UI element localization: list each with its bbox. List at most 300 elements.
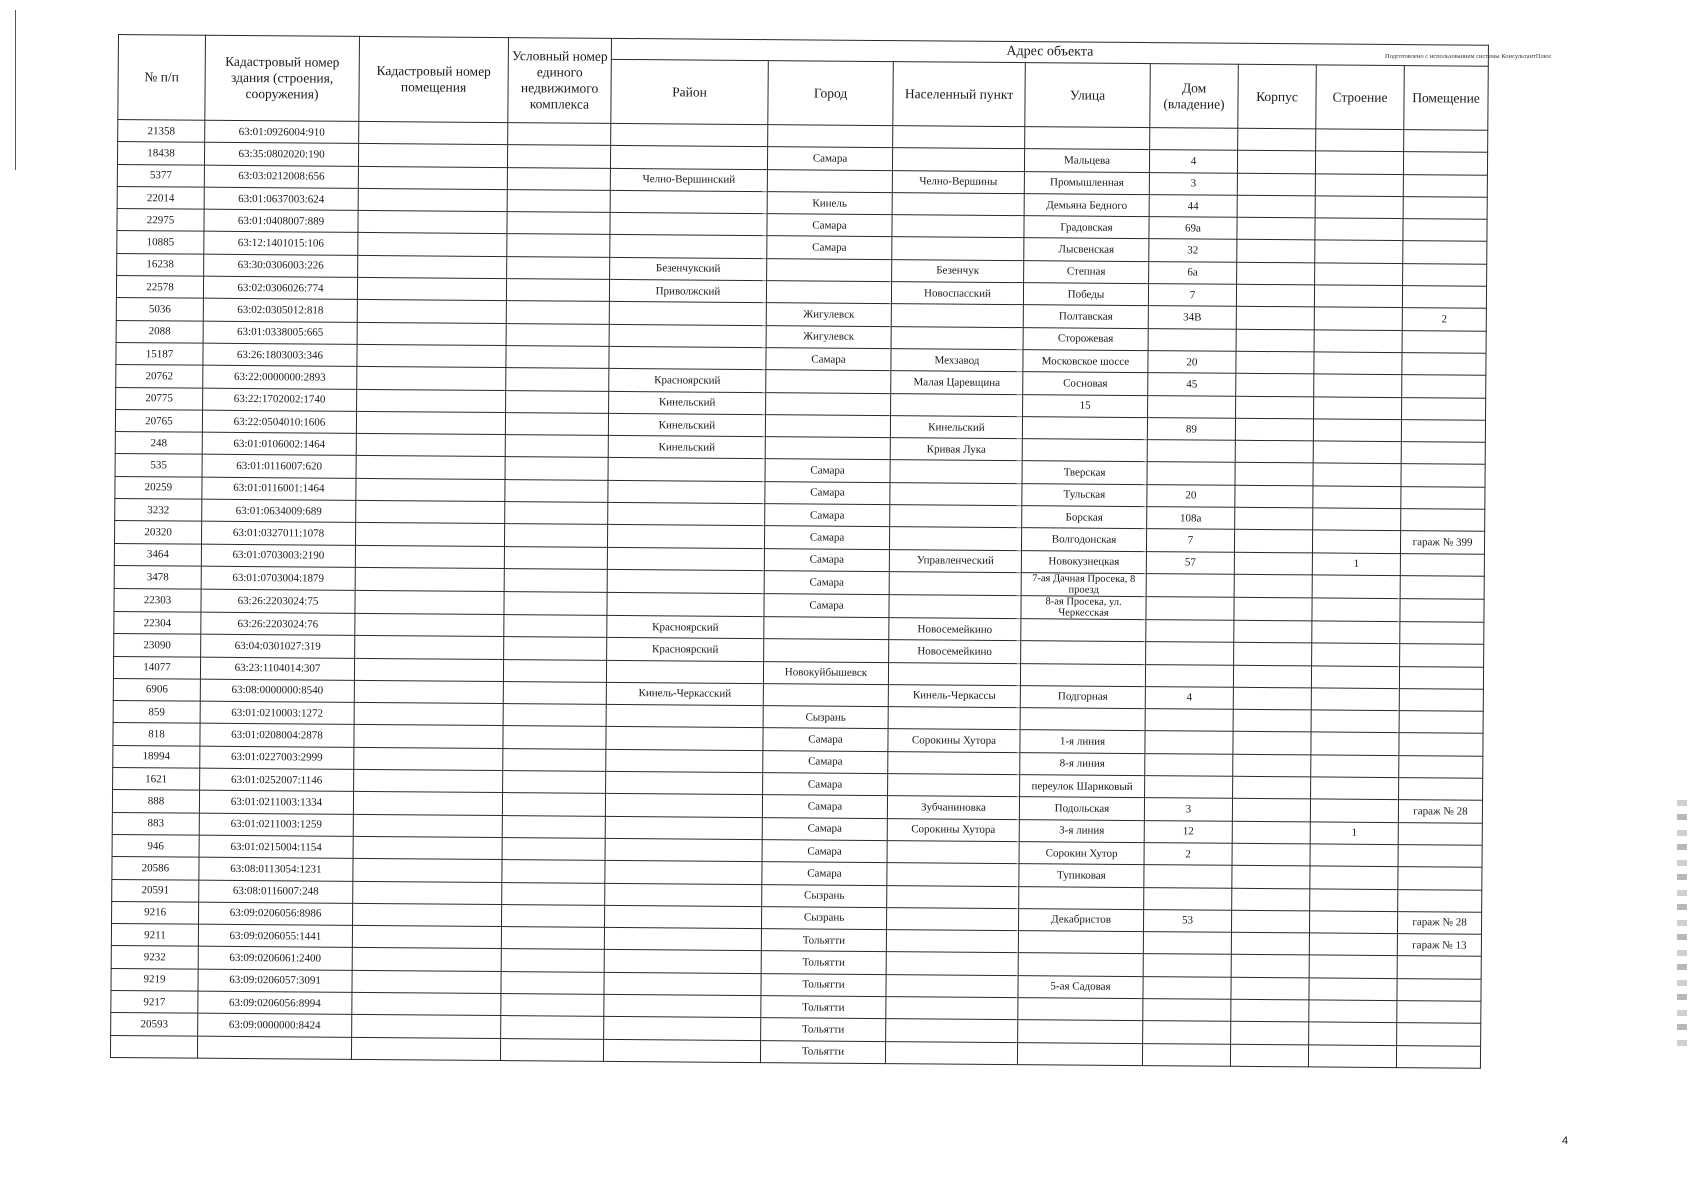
cell-district [609, 302, 766, 326]
header-complex-number: Условный номер единого недвижимого комплекса [508, 38, 612, 124]
cell-building-cadastral: 63:09:0000000:8424 [198, 1013, 352, 1037]
cell-city [766, 370, 891, 393]
cell-room-cadastral [352, 970, 501, 993]
cell-city: Самара [764, 548, 889, 571]
cell-settlement [892, 215, 1024, 238]
cell-settlement [892, 148, 1024, 171]
cell-room-cadastral [357, 344, 506, 367]
cell-settlement: Управленческий [889, 549, 1021, 572]
cell-district [604, 1017, 761, 1041]
cell-complex-number [504, 591, 607, 615]
cell-district [605, 816, 762, 840]
cell-house [1146, 574, 1234, 598]
cell-city: Сызрань [761, 906, 886, 929]
cell-district: Красноярский [607, 638, 764, 662]
cell-premises: гараж № 13 [1397, 934, 1481, 957]
cell-house: 20 [1147, 484, 1235, 507]
cell-city [764, 617, 889, 640]
cell-complex-number [504, 568, 607, 592]
cell-house [1148, 328, 1236, 351]
cell-building-part [1311, 732, 1399, 755]
cell-city: Самара [766, 348, 891, 371]
cell-settlement [891, 304, 1023, 327]
cell-complex-number [505, 412, 608, 435]
cell-korpus [1231, 932, 1309, 955]
cell-building-part [1309, 955, 1397, 978]
cell-korpus [1236, 307, 1314, 330]
cell-num: 20765 [115, 409, 202, 432]
cell-house: 7 [1146, 529, 1234, 552]
cell-complex-number [503, 748, 606, 771]
cell-district: Приволжский [609, 279, 766, 303]
cell-premises [1400, 644, 1484, 667]
cell-house [1146, 642, 1234, 665]
cell-num: 16238 [117, 253, 204, 276]
cell-complex-number [501, 971, 604, 994]
cell-street [1018, 1020, 1143, 1043]
cell-settlement [891, 326, 1023, 349]
cell-korpus [1235, 507, 1313, 530]
cell-num: 9216 [112, 901, 199, 924]
register-sheet [110, 34, 1489, 1069]
cell-complex-number [506, 323, 609, 346]
cell-num: 883 [112, 812, 199, 835]
cell-num: 946 [112, 834, 199, 857]
cell-premises [1402, 397, 1486, 420]
cell-district: Кинельский [608, 436, 765, 460]
cell-district: Красноярский [607, 615, 764, 639]
cell-premises [1402, 375, 1486, 398]
cell-building-cadastral: 63:08:0000000:8540 [200, 679, 354, 703]
cell-building-cadastral: 63:35:0802020:190 [204, 142, 358, 166]
cell-street: 7-ая Дачная Просека, 8 проезд [1021, 573, 1146, 597]
cell-house [1143, 976, 1231, 999]
cell-house: 45 [1148, 373, 1236, 396]
cell-city: Самара [767, 236, 892, 259]
cell-district: Безенчукский [610, 257, 767, 281]
cell-building-cadastral: 63:01:0208004:2878 [200, 724, 354, 748]
cell-building-part [1316, 129, 1404, 152]
cell-building-part: 1 [1310, 821, 1398, 844]
cell-building-cadastral: 63:01:0116001:1464 [202, 477, 356, 501]
cell-korpus [1233, 709, 1311, 732]
cell-num: 2088 [116, 320, 203, 343]
cell-complex-number [506, 301, 609, 324]
cell-complex-number [503, 726, 606, 749]
cell-settlement [887, 840, 1019, 863]
cell-room-cadastral [355, 590, 504, 614]
cell-district [608, 480, 765, 504]
cell-district [605, 794, 762, 818]
cell-building-cadastral: 63:01:0210003:1272 [200, 701, 354, 725]
cell-house [1147, 462, 1235, 485]
cell-house [1150, 128, 1238, 151]
header-district: Район [611, 59, 768, 124]
cell-num: 818 [113, 723, 200, 746]
cell-district [605, 883, 762, 907]
cell-premises [1403, 196, 1487, 219]
cell-complex-number [507, 212, 610, 235]
cell-num: 3478 [114, 565, 201, 589]
cell-district: Кинельский [609, 391, 766, 415]
cell-settlement [890, 460, 1022, 483]
cell-complex-number [508, 123, 611, 146]
cell-building-part [1308, 1044, 1396, 1067]
cell-building-part [1311, 777, 1399, 800]
cell-house: 57 [1146, 551, 1234, 574]
cell-city: Самара [764, 526, 889, 549]
cell-street: Декабристов [1018, 908, 1143, 931]
header-room-cadastral: Кадастровый номер помещения [359, 36, 509, 122]
cell-house [1148, 395, 1236, 418]
cell-premises [1402, 330, 1486, 353]
cell-city [766, 281, 891, 304]
cell-house: 89 [1147, 417, 1235, 440]
cell-korpus [1238, 128, 1316, 151]
cell-street: Новокузнецкая [1021, 550, 1146, 573]
cell-settlement: Новосемейкино [889, 618, 1021, 641]
cell-city: Новокуйбышевск [763, 661, 888, 684]
cell-street: Тульская [1022, 483, 1147, 506]
cell-settlement [888, 707, 1020, 730]
cell-district [604, 905, 761, 929]
cell-premises [1403, 152, 1487, 175]
cell-street [1019, 886, 1144, 909]
cell-house [1145, 753, 1233, 776]
cell-room-cadastral [359, 121, 508, 144]
cell-complex-number [502, 815, 605, 838]
cell-premises [1401, 464, 1485, 487]
cell-district [606, 771, 763, 795]
cell-korpus [1233, 776, 1311, 799]
cell-district: Красноярский [609, 369, 766, 393]
cell-building-part [1315, 151, 1403, 174]
cell-num: 9217 [111, 990, 198, 1013]
cell-settlement [888, 774, 1020, 797]
cell-korpus [1235, 485, 1313, 508]
cell-num: 20586 [112, 857, 199, 880]
cell-building-part [1311, 688, 1399, 711]
cell-premises [1403, 263, 1487, 286]
cell-city: Тольятти [761, 951, 886, 974]
cell-premises [1397, 978, 1481, 1001]
cell-street: Тверская [1022, 461, 1147, 484]
cell-settlement: Кривая Лука [890, 438, 1022, 461]
cell-city [765, 437, 890, 460]
cell-building-part [1309, 933, 1397, 956]
cell-building-cadastral: 63:09:0206057:3091 [198, 969, 352, 993]
cell-house [1143, 932, 1231, 955]
consultant-plus-note: Подготовлено с использованием системы КонсультантПлюс [1385, 53, 1552, 60]
cell-building-cadastral: 63:22:1702002:1740 [203, 388, 357, 412]
cell-korpus [1232, 888, 1310, 911]
cell-building-part [1312, 530, 1400, 553]
header-premises: Помещение [1404, 66, 1489, 131]
cell-complex-number [507, 256, 610, 279]
cell-korpus [1233, 754, 1311, 777]
header-street: Улица [1025, 63, 1150, 128]
cell-street [1018, 998, 1143, 1021]
cell-korpus [1234, 530, 1312, 553]
cell-num: 23090 [114, 634, 201, 657]
cell-settlement [891, 393, 1023, 416]
cadastral-table [110, 34, 1489, 1069]
cell-house [1145, 731, 1233, 754]
cell-house: 4 [1149, 150, 1237, 173]
cell-premises [1396, 1045, 1480, 1068]
cell-city: Самара [763, 750, 888, 773]
cell-room-cadastral [355, 636, 504, 659]
cell-city: Самара [763, 728, 888, 751]
cell-building-cadastral: 63:01:0211003:1334 [199, 790, 353, 814]
cell-num: 1621 [113, 767, 200, 790]
cell-street [1017, 1042, 1142, 1065]
cell-city: Тольятти [761, 996, 886, 1019]
cell-house [1143, 954, 1231, 977]
cell-building-part [1309, 1022, 1397, 1045]
cell-korpus [1236, 284, 1314, 307]
cell-street [1020, 708, 1145, 731]
cell-house: 20 [1148, 351, 1236, 374]
cell-korpus [1235, 418, 1313, 441]
cell-room-cadastral [358, 188, 507, 211]
cell-district [610, 213, 767, 237]
cell-house [1142, 1043, 1230, 1066]
cell-settlement [893, 126, 1025, 149]
cell-korpus [1234, 574, 1312, 598]
cell-room-cadastral [358, 144, 507, 167]
cell-room-cadastral [355, 545, 504, 568]
cell-house: 4 [1145, 686, 1233, 709]
cell-room-cadastral [353, 792, 502, 815]
cell-building-cadastral: 63:01:0227003:2999 [200, 746, 354, 770]
cell-building-part: 1 [1312, 553, 1400, 576]
cell-street: Волгодонская [1021, 528, 1146, 551]
cell-num: 5377 [117, 164, 204, 187]
cell-street: Сорокин Хутор [1019, 842, 1144, 865]
cell-city [765, 414, 890, 437]
cell-street [1021, 619, 1146, 642]
cell-premises [1401, 442, 1485, 465]
cell-premises [1397, 956, 1481, 979]
cell-num: 888 [112, 790, 199, 813]
cell-room-cadastral [354, 703, 503, 726]
cell-building-cadastral: 63:03:0212008:656 [204, 165, 358, 189]
cell-complex-number [503, 681, 606, 704]
cell-korpus [1231, 910, 1309, 933]
cell-district: Кинельский [608, 413, 765, 437]
cell-room-cadastral [351, 1037, 500, 1060]
cell-street: Тупиковая [1019, 864, 1144, 887]
cell-num: 20591 [112, 879, 199, 902]
cell-house: 3 [1144, 798, 1232, 821]
cell-street: Полтавская [1023, 305, 1148, 328]
cell-city: Самара [762, 795, 887, 818]
cell-city: Самара [762, 817, 887, 840]
cell-korpus [1237, 195, 1315, 218]
cell-house [1143, 1021, 1231, 1044]
cell-premises [1401, 509, 1485, 532]
cell-premises [1403, 174, 1487, 197]
cell-district [605, 838, 762, 862]
cell-settlement [889, 572, 1021, 596]
cell-korpus [1230, 1044, 1308, 1067]
cell-building-cadastral: 63:01:0408007:889 [204, 209, 358, 233]
cell-city: Тольятти [761, 1018, 886, 1041]
cell-room-cadastral [354, 769, 503, 792]
cell-complex-number [505, 502, 608, 525]
cell-room-cadastral [358, 166, 507, 189]
cell-premises [1398, 867, 1482, 890]
cell-settlement: Кинельский [890, 415, 1022, 438]
cell-premises: гараж № 399 [1400, 531, 1484, 554]
cell-building-part [1310, 799, 1398, 822]
cell-num: 859 [113, 701, 200, 724]
cell-room-cadastral [357, 389, 506, 412]
cell-complex-number [502, 837, 605, 860]
cell-street: Сосновая [1023, 372, 1148, 395]
cell-korpus [1234, 597, 1312, 621]
cell-building-cadastral: 63:09:0206056:8994 [198, 991, 352, 1015]
cell-korpus [1233, 732, 1311, 755]
cell-complex-number [506, 390, 609, 413]
cell-house [1145, 664, 1233, 687]
cell-building-cadastral: 63:01:0703003:2190 [201, 544, 355, 568]
cell-room-cadastral [356, 434, 505, 457]
cell-settlement [885, 1041, 1017, 1064]
cell-premises [1402, 286, 1486, 309]
cell-complex-number [506, 346, 609, 369]
cell-street: Подгорная [1020, 685, 1145, 708]
cell-room-cadastral [355, 567, 504, 591]
cell-num: 3464 [114, 543, 201, 566]
cell-building-cadastral: 63:01:0703004:1879 [201, 566, 355, 590]
cell-street [1022, 416, 1147, 439]
cell-house [1145, 776, 1233, 799]
cell-settlement: Кинель-Черкассы [888, 684, 1020, 707]
cell-premises [1399, 711, 1483, 734]
cell-street: Подольская [1019, 797, 1144, 820]
cell-korpus [1231, 1022, 1309, 1045]
cell-district [606, 727, 763, 751]
cell-building-part [1314, 330, 1402, 353]
cell-city: Самара [762, 839, 887, 862]
cell-korpus [1235, 440, 1313, 463]
cell-num: 20593 [111, 1013, 198, 1036]
cell-building-cadastral: 63:01:0634009:689 [202, 499, 356, 523]
cell-street: Градовская [1024, 216, 1149, 239]
cell-complex-number [503, 771, 606, 794]
scan-edge-artifact [1677, 800, 1687, 1050]
cell-room-cadastral [352, 1015, 501, 1038]
cell-premises [1400, 576, 1484, 600]
cell-building-cadastral: 63:08:0116007:248 [199, 880, 353, 904]
cell-building-cadastral: 63:12:1401015:106 [204, 232, 358, 256]
cell-room-cadastral [353, 903, 502, 926]
cell-street: Мальцева [1024, 149, 1149, 172]
cell-building-cadastral: 63:02:0306026:774 [203, 276, 357, 300]
cell-city: Жигулевск [766, 325, 891, 348]
cell-premises [1397, 1001, 1481, 1024]
cell-building-cadastral: 63:30:0306003:226 [204, 254, 358, 278]
cell-settlement [886, 997, 1018, 1020]
cell-settlement: Зубчаниновка [887, 796, 1019, 819]
cell-premises [1401, 419, 1485, 442]
cell-settlement [888, 751, 1020, 774]
cell-city: Самара [767, 214, 892, 237]
cell-complex-number [501, 927, 604, 950]
cell-building-cadastral [197, 1036, 351, 1060]
cell-korpus [1231, 955, 1309, 978]
cell-room-cadastral [354, 680, 503, 703]
cell-building-part [1312, 621, 1400, 644]
cell-num: 21358 [118, 120, 205, 143]
cell-street: 8-ая Просека, ул. Черкесская [1021, 596, 1146, 620]
cell-building-part [1314, 396, 1402, 419]
cell-settlement [892, 237, 1024, 260]
cell-street [1020, 663, 1145, 686]
cell-building-cadastral: 63:01:0252007:1146 [200, 768, 354, 792]
cell-complex-number [502, 882, 605, 905]
cell-num: 535 [115, 454, 202, 477]
cell-city: Самара [765, 459, 890, 482]
cell-complex-number [500, 1038, 603, 1061]
cell-district: Кинель-Черкасский [606, 682, 763, 706]
cell-street: Сторожевая [1023, 327, 1148, 350]
cell-complex-number [503, 704, 606, 727]
cell-complex-number [506, 368, 609, 391]
cell-premises [1399, 666, 1483, 689]
cell-complex-number [503, 659, 606, 682]
cell-building-cadastral: 63:22:0000000:2893 [203, 365, 357, 389]
cell-settlement [888, 662, 1020, 685]
header-building-part: Строение [1316, 65, 1405, 130]
cell-city [764, 639, 889, 662]
cell-district [604, 972, 761, 996]
cell-settlement: Сорокины Хутора [887, 818, 1019, 841]
cell-num: 20320 [115, 521, 202, 544]
cell-building-part [1313, 419, 1401, 442]
header-address: Адрес объекта [611, 38, 1488, 66]
cell-city: Самара [764, 571, 889, 595]
cell-building-part [1315, 196, 1403, 219]
cell-building-part [1310, 866, 1398, 889]
cell-building-cadastral: 63:09:0206056:8986 [199, 902, 353, 926]
cell-city [768, 125, 893, 148]
cell-room-cadastral [354, 747, 503, 770]
cell-house: 12 [1144, 820, 1232, 843]
cell-street: 3-я линия [1019, 819, 1144, 842]
cell-korpus [1233, 665, 1311, 688]
cell-street: Лысвенская [1024, 238, 1149, 261]
cell-premises [1404, 130, 1488, 153]
cell-building-cadastral: 63:01:0116007:620 [202, 455, 356, 479]
cell-num: 9219 [111, 968, 198, 991]
cell-settlement [890, 505, 1022, 528]
cell-num: 3232 [115, 499, 202, 522]
cell-building-part [1314, 352, 1402, 375]
cell-premises [1398, 889, 1482, 912]
cell-premises [1399, 688, 1483, 711]
cell-complex-number [504, 614, 607, 637]
cell-premises [1399, 733, 1483, 756]
cell-city: Самара [765, 504, 890, 527]
cell-premises [1401, 486, 1485, 509]
cell-num: 6906 [113, 678, 200, 701]
cell-building-part [1311, 755, 1399, 778]
cell-building-part [1314, 374, 1402, 397]
cell-korpus [1232, 865, 1310, 888]
